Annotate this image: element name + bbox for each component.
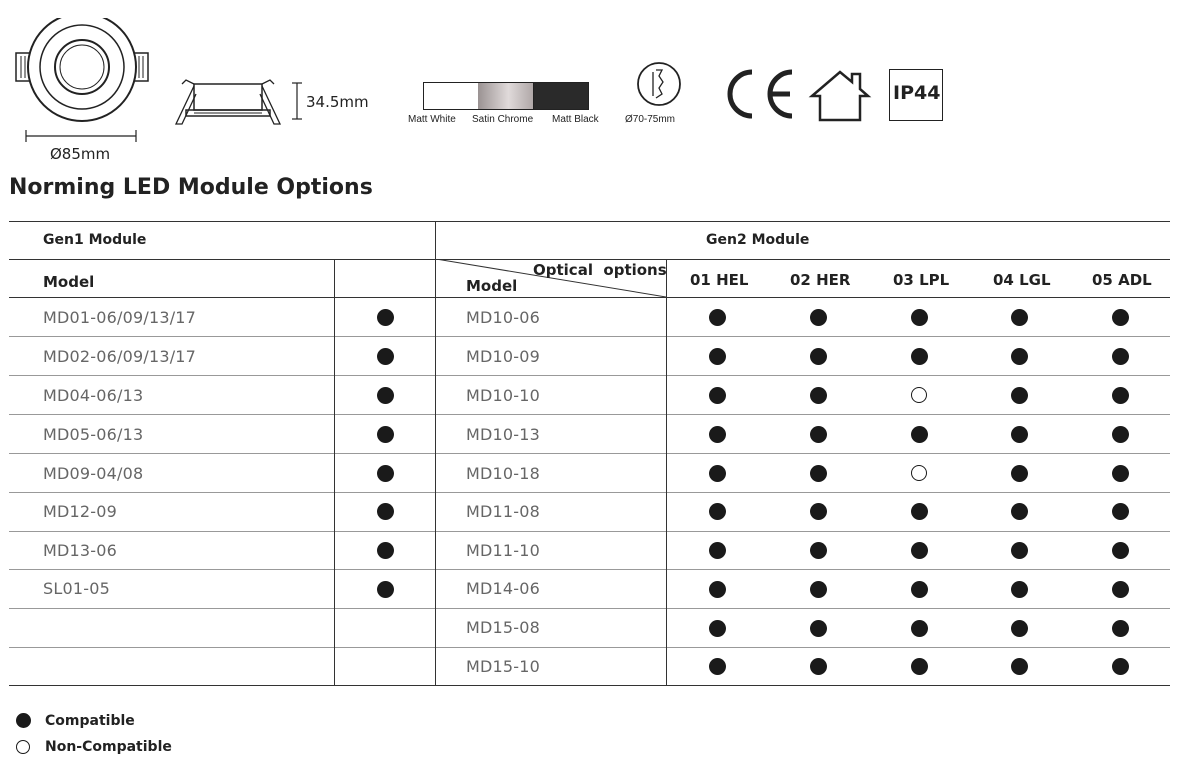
legend-non-compatible-label: Non-Compatible bbox=[45, 739, 172, 755]
gen2-compatible-dot bbox=[911, 658, 928, 675]
optical-options-header: Optical options bbox=[533, 261, 667, 279]
gen2-compatible-dot bbox=[810, 387, 827, 404]
gen1-model-cell: MD09-04/08 bbox=[43, 464, 144, 483]
gen2-model-cell: MD10-10 bbox=[466, 386, 541, 405]
table-bottom-border bbox=[9, 685, 1170, 686]
gen2-compatible-dot bbox=[709, 503, 726, 520]
option-header-05-adl: 05 ADL bbox=[1092, 271, 1152, 289]
ip-rating-label: IP44 bbox=[893, 82, 941, 104]
gen2-compatible-dot bbox=[810, 426, 827, 443]
gen1-model-cell: MD13-06 bbox=[43, 541, 118, 560]
gen2-compatible-dot bbox=[810, 348, 827, 365]
gen1-model-cell: SL01-05 bbox=[43, 579, 110, 598]
gen2-compatible-dot bbox=[911, 503, 928, 520]
diameter-label: Ø85mm bbox=[50, 145, 111, 163]
gen1-compatible-dot bbox=[377, 387, 394, 404]
row-divider bbox=[9, 414, 1170, 415]
gen2-compatible-dot bbox=[709, 387, 726, 404]
gen1-compatible-dot bbox=[377, 581, 394, 598]
legend-compatible-label: Compatible bbox=[45, 713, 135, 729]
gen2-compatible-dot bbox=[709, 542, 726, 559]
option-header-02-her: 02 HER bbox=[790, 271, 851, 289]
row-divider bbox=[9, 453, 1170, 454]
row-divider bbox=[9, 608, 1170, 609]
gen1-compatible-dot bbox=[377, 503, 394, 520]
gen2-compatible-dot bbox=[709, 465, 726, 482]
gen2-compatible-dot bbox=[1112, 581, 1129, 598]
gen2-model-cell: MD10-13 bbox=[466, 425, 541, 444]
gen2-model-cell: MD15-08 bbox=[466, 618, 541, 637]
gen1-header: Gen1 Module bbox=[43, 232, 147, 248]
gen2-compatible-dot bbox=[810, 309, 827, 326]
finish-label-matt-white: Matt White bbox=[408, 114, 456, 125]
legend-non-compatible-dot bbox=[16, 740, 30, 754]
cutout-label: Ø70-75mm bbox=[625, 114, 676, 125]
gen2-compatible-dot bbox=[810, 503, 827, 520]
gen2-compatible-dot bbox=[1011, 503, 1028, 520]
gen1-compatible-dot bbox=[377, 426, 394, 443]
gen2-compatible-dot bbox=[1112, 309, 1129, 326]
table-top-border bbox=[9, 221, 1170, 222]
gen2-compatible-dot bbox=[1011, 348, 1028, 365]
finish-label-satin-chrome: Satin Chrome bbox=[472, 114, 534, 125]
gen2-compatible-dot bbox=[1011, 426, 1028, 443]
row-divider bbox=[9, 492, 1170, 493]
gen2-compatible-dot bbox=[1112, 542, 1129, 559]
finish-label-matt-black: Matt Black bbox=[552, 114, 599, 125]
gen1-compatible-dot bbox=[377, 309, 394, 326]
gen2-compatible-dot bbox=[810, 581, 827, 598]
gen2-compatible-dot bbox=[911, 426, 928, 443]
gen2-compatible-dot bbox=[709, 309, 726, 326]
gen2-compatible-dot bbox=[709, 348, 726, 365]
gen2-compatible-dot bbox=[911, 309, 928, 326]
gen1-model-cell: MD02-06/09/13/17 bbox=[43, 347, 197, 366]
row-divider bbox=[9, 647, 1170, 648]
gen2-compatible-dot bbox=[1112, 658, 1129, 675]
column-header-divider bbox=[9, 297, 1170, 298]
row-divider bbox=[9, 531, 1170, 532]
gen2-model-header: Model bbox=[466, 277, 518, 295]
gen2-compatible-dot bbox=[810, 465, 827, 482]
gen1-compatible-dot bbox=[377, 348, 394, 365]
gen2-compatible-dot bbox=[709, 620, 726, 637]
gen2-compatible-dot bbox=[1011, 581, 1028, 598]
gen2-model-cell: MD11-08 bbox=[466, 502, 541, 521]
gen2-model-cell: MD10-06 bbox=[466, 308, 541, 327]
gen2-compatible-dot bbox=[709, 426, 726, 443]
gen2-compatible-dot bbox=[1011, 620, 1028, 637]
gen2-model-cell: MD10-18 bbox=[466, 464, 541, 483]
gen2-compatible-dot bbox=[911, 348, 928, 365]
gen2-compatible-dot bbox=[810, 620, 827, 637]
gen2-compatible-dot bbox=[810, 542, 827, 559]
gen2-compatible-dot bbox=[810, 658, 827, 675]
gen1-compatible-dot bbox=[377, 542, 394, 559]
gen2-header: Gen2 Module bbox=[706, 232, 810, 248]
gen2-compatible-dot bbox=[1011, 542, 1028, 559]
option-header-04-lgl: 04 LGL bbox=[993, 271, 1051, 289]
gen2-compatible-dot bbox=[911, 620, 928, 637]
gen2-compatible-dot bbox=[1011, 309, 1028, 326]
gen2-non-compatible-dot bbox=[911, 387, 927, 403]
gen2-col-divider bbox=[666, 259, 667, 686]
gen2-compatible-dot bbox=[1011, 387, 1028, 404]
height-label: 34.5mm bbox=[306, 93, 369, 111]
gen2-compatible-dot bbox=[1011, 465, 1028, 482]
gen2-model-cell: MD15-10 bbox=[466, 657, 541, 676]
legend-compatible-dot bbox=[16, 713, 31, 728]
gen2-compatible-dot bbox=[709, 658, 726, 675]
gen1-model-cell: MD04-06/13 bbox=[43, 386, 144, 405]
gen1-model-cell: MD01-06/09/13/17 bbox=[43, 308, 197, 327]
gen2-compatible-dot bbox=[1112, 348, 1129, 365]
gen1-model-header: Model bbox=[43, 273, 95, 291]
gen2-compatible-dot bbox=[911, 542, 928, 559]
gen2-compatible-dot bbox=[1112, 620, 1129, 637]
gen2-model-cell: MD10-09 bbox=[466, 347, 541, 366]
row-divider bbox=[9, 375, 1170, 376]
gen1-col-divider bbox=[334, 259, 335, 686]
gen2-compatible-dot bbox=[911, 581, 928, 598]
gen2-compatible-dot bbox=[1011, 658, 1028, 675]
row-divider bbox=[9, 569, 1170, 570]
gen2-compatible-dot bbox=[1112, 426, 1129, 443]
page-title: Norming LED Module Options bbox=[9, 175, 373, 200]
gen1-model-cell: MD05-06/13 bbox=[43, 425, 144, 444]
gen2-compatible-dot bbox=[1112, 387, 1129, 404]
gen2-compatible-dot bbox=[1112, 465, 1129, 482]
option-header-01-hel: 01 HEL bbox=[690, 271, 749, 289]
option-header-03-lpl: 03 LPL bbox=[893, 271, 950, 289]
gen2-compatible-dot bbox=[709, 581, 726, 598]
gen2-non-compatible-dot bbox=[911, 465, 927, 481]
gen1-model-cell: MD12-09 bbox=[43, 502, 118, 521]
gen2-model-cell: MD11-10 bbox=[466, 541, 541, 560]
gen2-compatible-dot bbox=[1112, 503, 1129, 520]
gen1-compatible-dot bbox=[377, 465, 394, 482]
row-divider bbox=[9, 336, 1170, 337]
gen2-model-cell: MD14-06 bbox=[466, 579, 541, 598]
